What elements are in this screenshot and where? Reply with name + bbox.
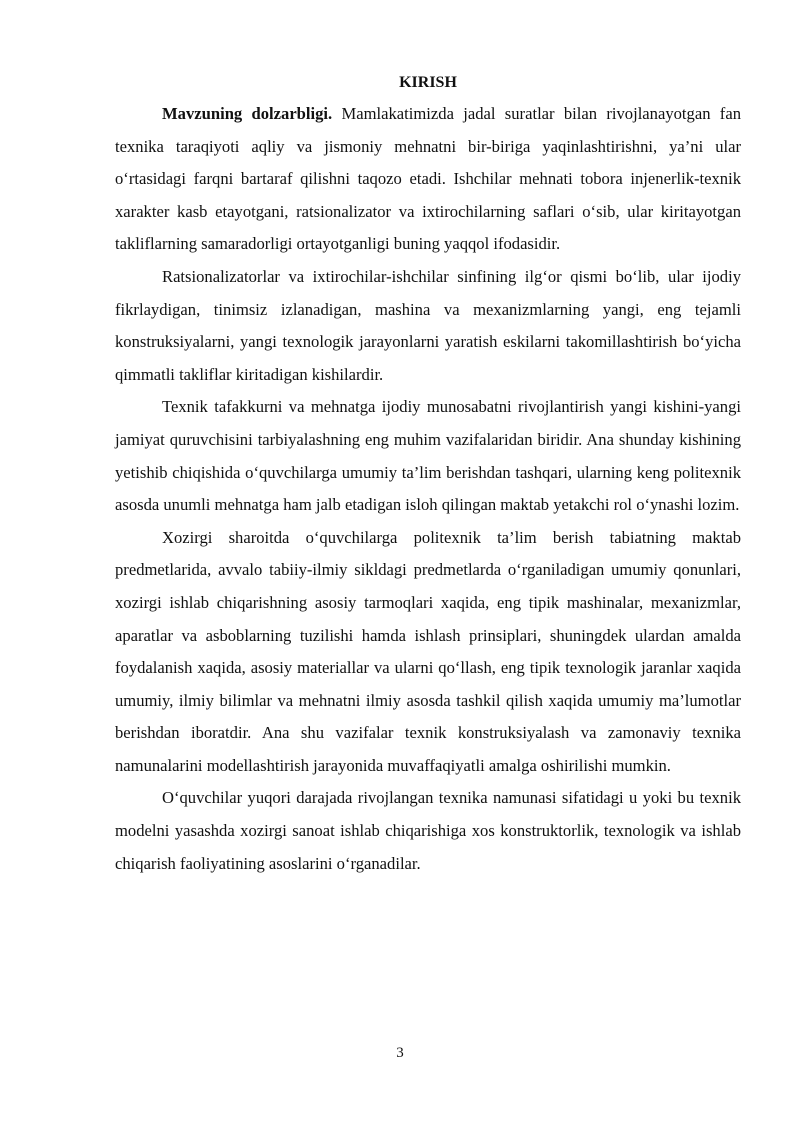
paragraph-polytechnic-education: Xozirgi sharoitda o‘quvchilarga politexnik ta’lim berish tabiatning maktab predmetlarida, avvalo tabiiy-ilmiy sikldagi predmetlarda o‘rganiladigan umumiy qonunlari, xozirgi ishlab chiqarishning asosiy tarmoqlari xaqida, eng tipik mashinalar, mexanizmlar, aparatlar va asboblarning tuzilishi hamda ishlash prinsiplari, shuningdek ulardan amalda foydalanish xaqida, asosiy materiallar va ularni qo‘llash, eng tipik texnologik jaranlar xaqida umumiy, ilmiy bilimlar va mehnatni ilmiy asosda tashkil qilish xaqida umumiy ma’lumotlar berishdan iboratdir. Ana shu vazifalar texnik konstruksiyalash va zamonaviy texnika namunalarini modellashtirish jarayonida muvaffaqiyatli amalga oshirilishi mumkin. xyxy=(115,527,741,775)
paragraph-rationalizers: Ratsionalizatorlar va ixtirochilar-ishchilar sinfining ilg‘or qismi bo‘lib, ular ijodiy fikrlaydigan, tinimsiz izlanadigan, mashina va mexanizmlarning yangi, eng tejamli konstruksiyalarni, yangi texnologik jarayonlarni yaratish eskilarni takomillashtirish bo‘yicha qimmatli takliflar kiritadigan kishilardir. xyxy=(115,266,741,384)
paragraph-lead: Mavzuning dolzarbligi. xyxy=(162,104,333,123)
paragraph-technical-thinking: Texnik tafakkurni va mehnatga ijodiy munosabatni rivojlantirish yangi kishini-yangi jamiyat quruvchisini tarbiyalashning eng muhim vazifalaridan biridir. Ana shunday kishining yetishib chiqishida o‘quvchilarga umumiy ta’lim berishdan tashqari, ularning keng politexnik asosda unumli mehnatga ham jalb etadigan isloh qilingan maktab yetakchi rol o‘ynashi lozim. xyxy=(115,397,741,515)
paragraph-relevance xyxy=(115,98,741,261)
document-page xyxy=(115,72,741,880)
paragraph-modelling: O‘quvchilar yuqori darajada rivojlangan texnika namunasi sifatidagi u yoki bu texnik modelni yasashda xozirgi sanoat ishlab chiqarishiga xos konstruktorlik, texnologik va ishlab chiqarish faoliyatining asoslarini o‘rganadilar. xyxy=(115,788,741,873)
page-number: 3 xyxy=(396,1045,404,1061)
paragraph-text: Mamlakatimizda jadal suratlar bilan rivojlanayotgan fan texnika taraqiyoti aqliy va jismoniy mehnatni bir-biriga yaqinlashtirishni, ya’ni ular o‘rtasidagi farqni bartaraf qilishni taqozo etadi. Ishchilar mehnati tobora injenerlik-texnik xarakter kasb etayotgani, ratsionalizator va ixtirochilarning saflari o‘sib, ular kiritayotgan takliflarning samaradorligi ortayotganligi buning yaqqol ifodasidir. xyxy=(115,104,741,254)
section-heading: KIRISH xyxy=(399,74,457,91)
